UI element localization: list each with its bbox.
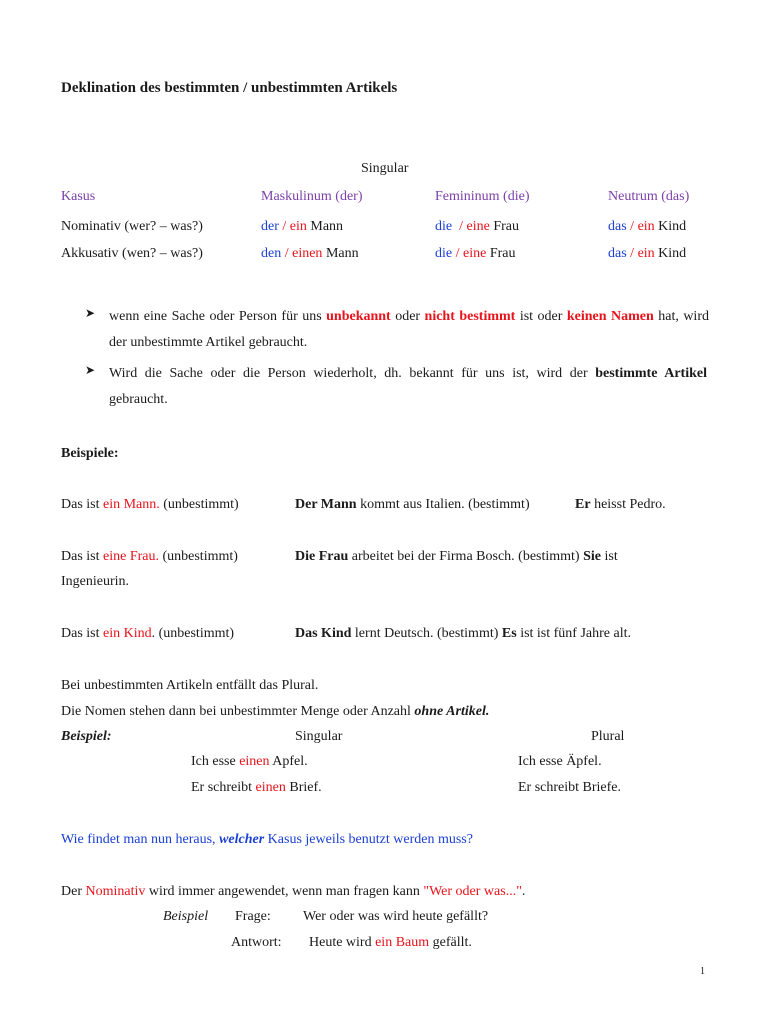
indefinite-article: ein (289, 219, 307, 234)
row-akkusativ-femininum: die / eine Frau (435, 246, 516, 261)
arrow-bullet-icon: ➤ (85, 363, 96, 377)
indefinite-article: ein (637, 219, 655, 234)
bullet-bestimmt: Wird die Sache oder die Person wiederholt, dh. bekannt für uns ist, wird der bestimmte Artikel gebraucht. (109, 366, 707, 407)
row-akkusativ-maskulinum: den / einen Mann (261, 246, 359, 261)
header-maskulinum: Maskulinum (der) (261, 189, 363, 204)
definite-article: der (261, 219, 279, 234)
row-nominativ-label: Nominativ (wer? – was?) (61, 219, 203, 234)
plural-example-label: Beispiel: (61, 729, 112, 744)
definite-article: die (435, 246, 453, 261)
plural-col-singular: Singular (295, 729, 343, 744)
row-akkusativ-label: Akkusativ (wen? – was?) (61, 246, 203, 261)
antwort-label: Antwort: (231, 935, 282, 950)
nominativ-example-label: Beispiel (163, 909, 209, 924)
indefinite-article: eine (463, 246, 487, 261)
row-akkusativ-neutrum: das / ein Kind (608, 246, 687, 261)
table-heading: Singular (361, 161, 409, 176)
example-2-indefinite: Das ist eine Frau. (unbestimmt) (61, 549, 238, 564)
example-3-definite: Das Kind lernt Deutsch. (bestimmt) Es ist ist fünf Jahre alt. (295, 626, 631, 641)
plural-explanation: Die Nomen stehen dann bei unbestimmter Menge oder Anzahl ohne Artikel. (61, 704, 490, 719)
example-1-indefinite: Das ist ein Mann. (unbestimmt) (61, 497, 239, 512)
plural-sentence-1: Ich esse Äpfel. (518, 754, 602, 769)
example-1-pronoun: Er heisst Pedro. (575, 497, 666, 512)
plural-sentence-2: Er schreibt Briefe. (518, 780, 622, 795)
plural-note: Bei unbestimmten Artikeln entfällt das Plural. (61, 678, 319, 693)
indefinite-article: einen (292, 246, 323, 261)
page-number: 1 (700, 966, 705, 977)
singular-sentence-2: Er schreibt einen Brief. (191, 780, 322, 795)
page-title: Deklination des bestimmten / unbestimmten Artikels (61, 80, 398, 96)
singular-sentence-1: Ich esse einen Apfel. (191, 754, 308, 769)
row-nominativ-neutrum: das / ein Kind (608, 219, 687, 234)
example-2-definite: Die Frau arbeitet bei der Firma Bosch. (bestimmt) Sie ist (295, 549, 618, 564)
definite-article: das (608, 219, 627, 234)
example-3-indefinite: Das ist ein Kind. (unbestimmt) (61, 626, 235, 641)
frage-label: Frage: (235, 909, 271, 924)
bullet-unbestimmt: wenn eine Sache oder Person für uns unbekannt oder nicht bestimmt ist oder keinen Namen hat, wird der unbestimmte Artikel gebraucht. (109, 309, 709, 350)
kasus-question: Wie findet man nun heraus, welcher Kasus jeweils benutzt werden muss? (61, 832, 473, 847)
definite-article: das (608, 246, 627, 261)
example-2-continuation: Ingenieurin. (61, 574, 130, 589)
definite-article: den (261, 246, 282, 261)
header-neutrum: Neutrum (das) (608, 189, 690, 204)
row-nominativ-maskulinum: der / ein Mann (261, 219, 344, 234)
definite-article: die (435, 219, 453, 234)
nominativ-rule: Der Nominativ wird immer angewendet, wenn man fragen kann "Wer oder was...". (61, 884, 526, 899)
arrow-bullet-icon: ➤ (85, 306, 96, 320)
plural-col-plural: Plural (591, 729, 625, 744)
indefinite-article: ein (637, 246, 655, 261)
row-nominativ-femininum: die / eine Frau (435, 219, 519, 234)
indefinite-article: eine (466, 219, 490, 234)
frage-text: Wer oder was wird heute gefällt? (303, 909, 489, 924)
antwort-text: Heute wird ein Baum gefällt. (309, 935, 472, 950)
example-1-definite: Der Mann kommt aus Italien. (bestimmt) (295, 497, 530, 512)
header-femininum: Femininum (die) (435, 189, 530, 204)
examples-heading: Beispiele: (61, 446, 119, 461)
header-kasus: Kasus (61, 189, 96, 204)
